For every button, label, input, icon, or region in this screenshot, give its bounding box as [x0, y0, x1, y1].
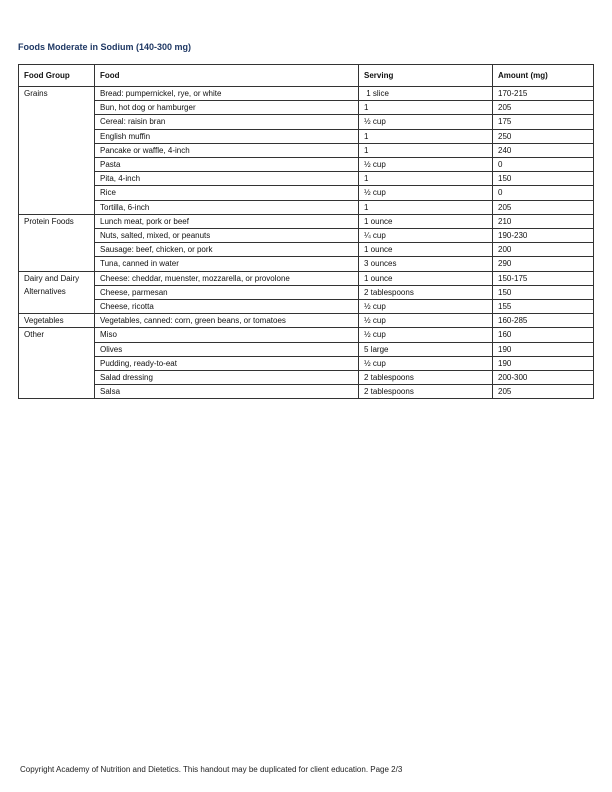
serving-cell: ½ cup — [359, 158, 493, 172]
amount-cell: 150 — [493, 285, 594, 299]
serving-cell: 1 — [359, 172, 493, 186]
food-cell: English muffin — [95, 129, 359, 143]
serving-cell: 1 slice — [359, 87, 493, 101]
serving-cell: 1 — [359, 200, 493, 214]
food-cell: Cheese, parmesan — [95, 285, 359, 299]
page-footer: Copyright Academy of Nutrition and Dietetics. This handout may be duplicated for client education. Page 2/3 — [20, 765, 403, 774]
table-row — [19, 385, 594, 399]
table-row — [19, 186, 594, 200]
food-cell: Salad dressing — [95, 371, 359, 385]
amount-cell: 240 — [493, 143, 594, 157]
table-row — [19, 257, 594, 271]
serving-cell: 1 — [359, 143, 493, 157]
table-row — [19, 371, 594, 385]
food-group-cell: Grains — [19, 87, 95, 215]
food-cell: Vegetables, canned: corn, green beans, or tomatoes — [95, 314, 359, 328]
amount-cell: 205 — [493, 385, 594, 399]
serving-cell: 1 ounce — [359, 214, 493, 228]
header-serving: Serving — [359, 65, 493, 87]
food-group-cell: Vegetables — [19, 314, 95, 328]
amount-cell: 160 — [493, 328, 594, 342]
serving-cell: 3 ounces — [359, 257, 493, 271]
serving-cell: 2 tablespoons — [359, 285, 493, 299]
amount-cell: 160-285 — [493, 314, 594, 328]
amount-cell: 190 — [493, 342, 594, 356]
serving-cell: 1 — [359, 129, 493, 143]
amount-cell: 170-215 — [493, 87, 594, 101]
amount-cell: 190 — [493, 356, 594, 370]
food-group-cell: Dairy and Dairy Alternatives — [19, 271, 95, 314]
amount-cell: 200 — [493, 243, 594, 257]
header-amount: Amount (mg) — [493, 65, 594, 87]
header-food-group: Food Group — [19, 65, 95, 87]
serving-cell: 5 large — [359, 342, 493, 356]
food-cell: Cereal: raisin bran — [95, 115, 359, 129]
table-row — [19, 328, 594, 342]
table-row — [19, 115, 594, 129]
food-cell: Pancake or waffle, 4-inch — [95, 143, 359, 157]
table-header-row — [19, 65, 594, 87]
table-row — [19, 87, 594, 101]
serving-cell: ½ cup — [359, 356, 493, 370]
food-cell: Cheese, ricotta — [95, 300, 359, 314]
food-cell: Miso — [95, 328, 359, 342]
amount-cell: 0 — [493, 158, 594, 172]
table-row — [19, 285, 594, 299]
sodium-foods-table — [18, 64, 594, 399]
food-cell: Pasta — [95, 158, 359, 172]
food-cell: Nuts, salted, mixed, or peanuts — [95, 229, 359, 243]
table-row — [19, 200, 594, 214]
page-title: Foods Moderate in Sodium (140-300 mg) — [18, 42, 192, 52]
amount-cell: 155 — [493, 300, 594, 314]
serving-cell: ½ cup — [359, 186, 493, 200]
amount-cell: 175 — [493, 115, 594, 129]
header-food: Food — [95, 65, 359, 87]
food-cell: Lunch meat, pork or beef — [95, 214, 359, 228]
food-cell: Rice — [95, 186, 359, 200]
food-cell: Tortilla, 6-inch — [95, 200, 359, 214]
food-cell: Pudding, ready-to-eat — [95, 356, 359, 370]
amount-cell: 205 — [493, 200, 594, 214]
food-cell: Tuna, canned in water — [95, 257, 359, 271]
amount-cell: 190-230 — [493, 229, 594, 243]
table-row — [19, 229, 594, 243]
serving-cell: ½ cup — [359, 328, 493, 342]
food-cell: Sausage: beef, chicken, or pork — [95, 243, 359, 257]
table-row — [19, 342, 594, 356]
table-row — [19, 129, 594, 143]
serving-cell: 2 tablespoons — [359, 385, 493, 399]
amount-cell: 150 — [493, 172, 594, 186]
table-row — [19, 158, 594, 172]
amount-cell: 290 — [493, 257, 594, 271]
amount-cell: 150-175 — [493, 271, 594, 285]
serving-cell: 1 — [359, 101, 493, 115]
serving-cell: ½ cup — [359, 300, 493, 314]
amount-cell: 210 — [493, 214, 594, 228]
food-group-cell: Other — [19, 328, 95, 399]
serving-cell: 2 tablespoons — [359, 371, 493, 385]
amount-cell: 200-300 — [493, 371, 594, 385]
table-row — [19, 243, 594, 257]
food-cell: Bread: pumpernickel, rye, or white — [95, 87, 359, 101]
amount-cell: 0 — [493, 186, 594, 200]
serving-cell: ½ cup — [359, 115, 493, 129]
table-row — [19, 214, 594, 228]
table-row — [19, 143, 594, 157]
food-cell: Cheese: cheddar, muenster, mozzarella, or provolone — [95, 271, 359, 285]
food-cell: Olives — [95, 342, 359, 356]
amount-cell: 205 — [493, 101, 594, 115]
amount-cell: 250 — [493, 129, 594, 143]
serving-cell: 1 ounce — [359, 243, 493, 257]
table-row — [19, 101, 594, 115]
table-row — [19, 271, 594, 285]
food-cell: Salsa — [95, 385, 359, 399]
table-body — [19, 87, 594, 399]
serving-cell: ¼ cup — [359, 229, 493, 243]
serving-cell: 1 ounce — [359, 271, 493, 285]
table-row — [19, 172, 594, 186]
table-row — [19, 300, 594, 314]
food-group-cell: Protein Foods — [19, 214, 95, 271]
food-cell: Pita, 4-inch — [95, 172, 359, 186]
serving-cell: ½ cup — [359, 314, 493, 328]
table-row — [19, 314, 594, 328]
table-row — [19, 356, 594, 370]
food-cell: Bun, hot dog or hamburger — [95, 101, 359, 115]
